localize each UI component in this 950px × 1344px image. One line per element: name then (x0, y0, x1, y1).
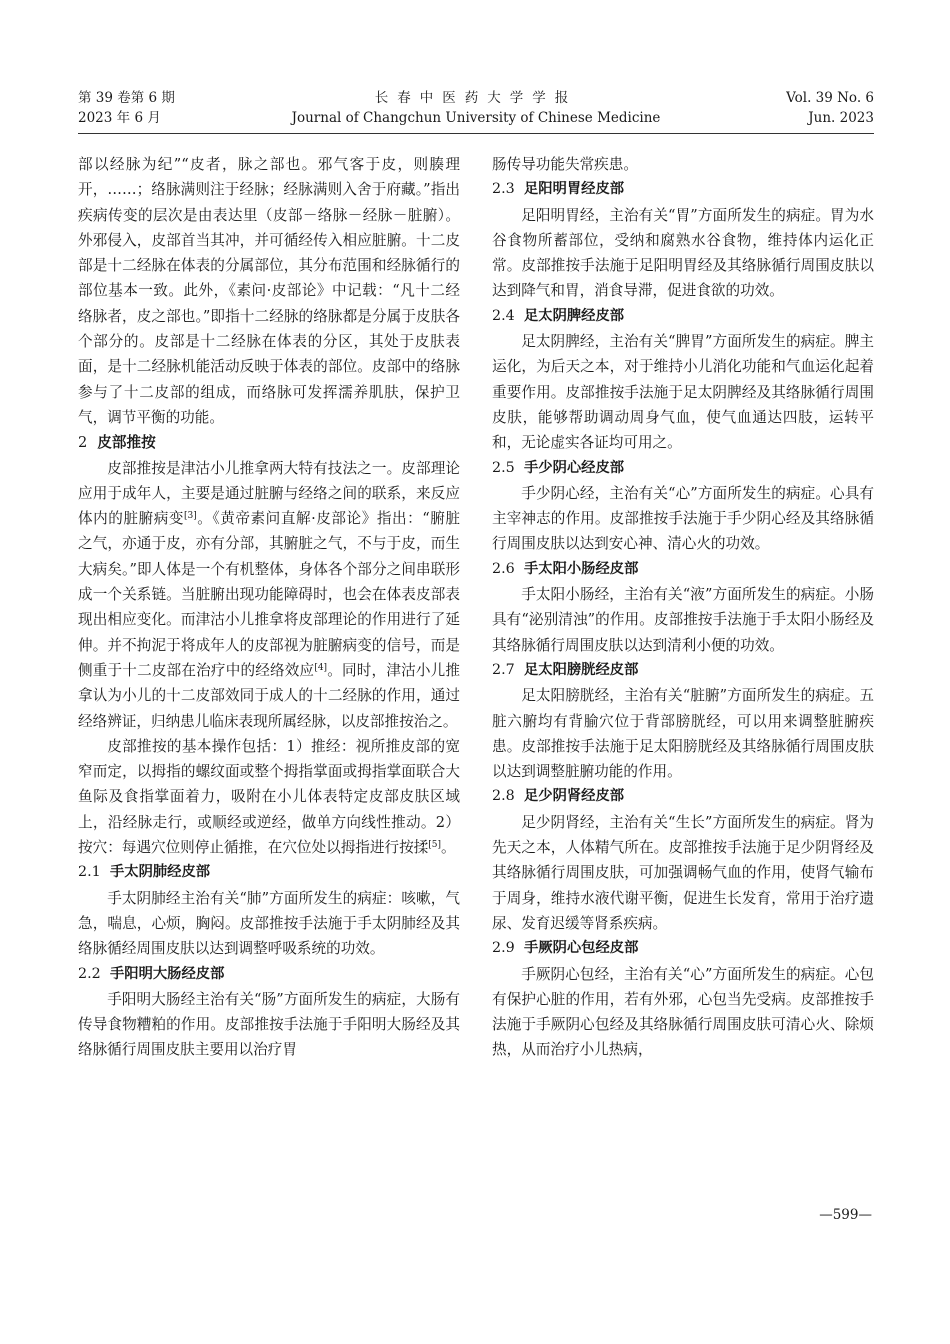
paragraph-continued: 肠传导功能失常疾患。 (492, 156, 638, 173)
subsection-number: 2.9 (492, 940, 515, 957)
paragraph-pericardium-meridian: 手厥阴心包经，主治有关“心”方面所发生的病症。心包有保护心脏的作用，若有外邪，心包当先受病。皮部推按手法施于手厥阴心包经及其络脉循行周围皮肤可清心火、除烦热，从而治疗小儿热病， (492, 965, 874, 1059)
journal-title-en: Journal of Changchun University of Chinese Medicine (291, 110, 661, 126)
left-column (78, 152, 460, 1063)
subsection-heading-2-5 (492, 456, 874, 481)
subsection-title: 足太阳膀胱经皮部 (524, 661, 639, 678)
header-right (786, 88, 874, 128)
text-run: 。同时，津沽小儿推拿认为小儿的十二皮部效同于成人的十二经脉的作用，通过经络辨证，归纳患儿临床表现所属经脉，以皮部推按治之。 (78, 661, 460, 730)
date-cn: 2023 年 6 月 (78, 110, 161, 126)
date-en: Jun. 2023 (808, 110, 874, 126)
subsection-heading-2-7 (492, 658, 874, 683)
subsection-title: 手少阴心经皮部 (524, 459, 625, 476)
subsection-title: 足少阴肾经皮部 (524, 788, 625, 805)
subsection-number: 2.2 (78, 965, 101, 982)
paragraph-kidney-meridian: 足少阴肾经，主治有关“生长”方面所发生的病症。肾为先天之本，人体精气所在。皮部推按手法施于足少阴肾经及其络脉循行周围皮肤，可加强调畅气血的作用，使肾气输布于周身，维持水液代谢平衡，促进生长发育，常用于治疗遗尿、发育迟缓等肾系疾病。 (492, 813, 874, 932)
paragraph-spleen-meridian: 足太阴脾经，主治有关“脾胃”方面所发生的病症。脾主运化，为后天之本，对于维持小儿消化功能和气血运化起着重要作用。皮部推按手法施于足太阴脾经及其络脉循行周围皮肤，能够帮助调动周身气血，使气血通达四肢，运转平和，无论虚实各证均可用之。 (492, 333, 874, 452)
paragraph-bladder-meridian: 足太阳膀胱经，主治有关“脏腑”方面所发生的病症。五脏六腑均有背腧穴位于背部膀胱经，可以用来调整脏腑疾患。皮部推按手法施于足太阳膀胱经及其络脉循行周围皮肤以达到调整脏腑功能的作用。 (492, 687, 874, 781)
paragraph-operation (78, 734, 460, 860)
subsection-number: 2.8 (492, 788, 515, 805)
subsection-number: 2.4 (492, 307, 515, 324)
subsection-number: 2.6 (492, 560, 515, 577)
subsection-title: 手太阴肺经皮部 (110, 864, 211, 881)
subsection-title: 手厥阴心包经皮部 (524, 940, 639, 957)
section-number: 2 (78, 434, 88, 452)
subsection-heading-2-8 (492, 784, 874, 809)
subsection-number: 2.5 (492, 459, 515, 476)
journal-title-cn: 长春中医药大学学报 (374, 90, 578, 106)
citation-ref: [5] (428, 840, 442, 851)
header-divider (78, 133, 874, 134)
volume-issue-cn: 第 39 卷第 6 期 (78, 90, 175, 106)
volume-issue-en: Vol. 39 No. 6 (786, 90, 874, 106)
text-run: 。《黄帝素问直解·皮部论》指出：“腑脏之气，亦通于皮，亦有分部，其腑脏之气，不与于皮，而生大病矣。”即人体是一个有机整体，身体各个部分之间串联形成一个关系链。当脏腑出现功能障碍时，也会在体表皮部表现出相应变化。而津沽小儿推拿将皮部理论的作用进行了延伸。并不拘泥于将成年人的皮部视为脏腑病变的信号，而是侧重于十二皮部在治疗中的经络效应 (78, 510, 460, 679)
subsection-number: 2.3 (492, 181, 515, 198)
paragraph-skin-push (78, 456, 460, 734)
section-heading-2 (78, 430, 460, 455)
subsection-title: 手阳明大肠经皮部 (110, 965, 225, 982)
subsection-heading-2-9 (492, 936, 874, 961)
paragraph-skin-theory: 部以经脉为纪”“皮者，脉之部也。邪气客于皮，则腠理开，……；络脉满则注于经脉；经脉满则入舍于府藏。”指出疾病传变的层次是由表达里（皮部－络脉－经脉－脏腑）。外邪侵入，皮部首当其冲，并可循经传入相应脏腑。十二皮部是十二经脉在体表的分属部位，其分布范围和经脉循行的部位基本一致。此外，《素问·皮部论》中记载：“凡十二经络脉者，皮之部也。”即指十二经脉的络脉都是分属于皮肤各个部分的。皮部是十二经脉在体表的分区，其处于皮肤表面，是十二经脉机能活动反映于体表的部位。皮部中的络脉参与了十二皮部的组成，而络脉可发挥濡养肌肤，保护卫气，调节平衡的功能。 (78, 156, 460, 426)
text-run: 皮部推按是津沽小儿推拿两大特有技法之一。皮部理论应用于成年人，主要是通过脏腑与经络之间的联系，来反应体内的脏腑病变 (78, 459, 460, 528)
subsection-heading-2-1 (78, 860, 460, 885)
section-title: 皮部推按 (97, 434, 156, 452)
citation-ref: [4] (314, 662, 328, 673)
paragraph-stomach-meridian: 足阳明胃经，主治有关“胃”方面所发生的病症。胃为水谷食物所蓄部位，受纳和腐熟水谷食物，维持体内运化正常。皮部推按手法施于足阳明胃经及其络脉循行周围皮肤以达到降气和胃，消食导滞，促进食欲的功效。 (492, 206, 874, 300)
subsection-title: 足太阴脾经皮部 (524, 307, 625, 324)
subsection-number: 2.1 (78, 864, 101, 881)
paragraph-small-intestine-meridian: 手太阳小肠经，主治有关“液”方面所发生的病症。小肠具有“泌别清浊”的作用。皮部推按手法施于手太阳小肠经及其络脉循行周围皮肤以达到清利小便的功效。 (492, 586, 874, 654)
text-run: 。 (441, 839, 456, 857)
subsection-title: 手太阳小肠经皮部 (524, 560, 639, 577)
text-run: 皮部推按的基本操作包括：1）推经：视所推皮部的宽窄而定，以拇指的螺纹面或整个拇指掌面或拇指掌面联合大鱼际及食指掌面着力，吸附在小儿体表特定皮部皮肤区域上，沿经脉走行，或顺经或逆经，做单方向线性推动。2）按穴：每遇穴位则停止循推，在穴位处以拇指进行按揉 (78, 737, 460, 857)
subsection-heading-2-4 (492, 304, 874, 329)
paragraph-lung-meridian: 手太阴肺经主治有关“肺”方面所发生的病症：咳嗽，气急，喘息，心烦，胸闷。皮部推按手法施于手太阴肺经及其络脉循经周围皮肤以达到调整呼吸系统的功效。 (78, 889, 460, 958)
header-center (78, 88, 874, 128)
page-number: —599— (819, 1207, 872, 1223)
page-header (78, 88, 874, 130)
paragraph-large-intestine-meridian: 手阳明大肠经主治有关“肠”方面所发生的病症，大肠有传导食物糟粕的作用。皮部推按手法施于手阳明大肠经及其络脉循行周围皮肤主要用以治疗胃 (78, 990, 460, 1059)
citation-ref: [3] (183, 511, 197, 522)
subsection-heading-2-2 (78, 962, 460, 987)
right-column (492, 152, 874, 1063)
subsection-number: 2.7 (492, 661, 515, 678)
subsection-title: 足阳明胃经皮部 (524, 181, 625, 198)
paragraph-heart-meridian: 手少阴心经，主治有关“心”方面所发生的病症。心具有主宰神志的作用。皮部推按手法施于手少阴心经及其络脉循行周围皮肤以达到安心神、清心火的功效。 (492, 484, 874, 553)
subsection-heading-2-3 (492, 177, 874, 202)
subsection-heading-2-6 (492, 557, 874, 582)
